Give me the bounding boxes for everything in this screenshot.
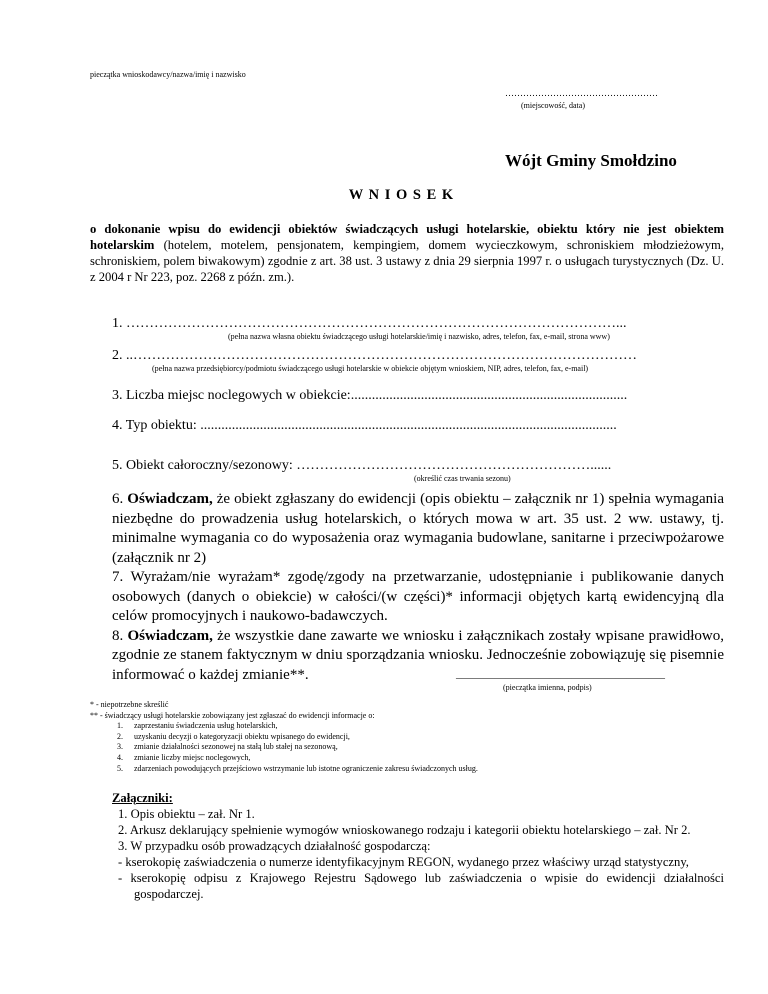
footnote-item: 3. zmianie działalności sezonowej na stałą lub stałej na sezonową, [117, 742, 338, 752]
attachments-heading: Załączniki: [112, 791, 173, 805]
intro-paragraph [90, 221, 724, 285]
footnote-item: 2. uzyskaniu decyzji o kategoryzacji obiektu wpisanego do ewidencji, [117, 731, 350, 741]
statement-7: 7. Wyrażam/nie wyrażam* zgodę/zgody na przetwarzanie, udostępnianie i publikowanie danych osobowych (danych o obiekcie) w całości/(w części)* informacji objętych kartą ewidencyjną dla celów promocyjnych i naukowo-badawczych. [112, 569, 724, 624]
intro-bold: o dokonanie wpisu do ewidencji obiektów świadczących usługi hotelarskie, obiektu który nie jest obiektem hotelarskim [90, 222, 724, 252]
attachment-regon: - kserokopię zaświadczenia o numerze identyfikacyjnym REGON, wydanego przez właściwy urząd statystyczny, [118, 855, 689, 869]
intro-rest: (hotelem, motelem, pensjonatem, kempingiem, domem wycieczkowym, schroniskiem młodzieżowym, schroniskiem, polem biwakowym) zgodnie z art. 38 ust. 3 ustawy z dnia 29 sierpnia 1997 r. o usługach turystycznych (Dz. U. z 2004 r Nr 223, poz. 2268 z późn. zm.). [90, 238, 724, 284]
field-object-name-hint: (pełna nazwa własna obiektu świadczącego usługi hotelarskie/imię i nazwisko, adres, telefon, fax, e-mail, strona www) [228, 332, 610, 341]
signature-label: (pieczątka imienna, podpis) [503, 683, 592, 692]
footnote-item: 5. zdarzeniach powodujących przejściowo wstrzymanie lub istotne ograniczenie zakresu świadczonych usług. [117, 763, 478, 773]
signature-line: ______________________________________ [456, 668, 665, 680]
field-entrepreneur[interactable]: 2. ..……………………………………………………………………………………………… [112, 348, 637, 363]
statement-8: 8. Oświadczam, że wszystkie dane zawarte we wniosku i załącznikach zostały wpisane prawidłowo, zgodnie ze stanem faktycznym w dniu sporządzania wniosku. Jednocześnie zobowiązuję się pisemnie informować o każdej zmianie**. [112, 627, 724, 683]
field-object-name[interactable]: 1. ……………………………………………………………………………………………... [112, 316, 627, 331]
attachment-3: 3. W przypadku osób prowadzących działalność gospodarczą: [118, 839, 431, 853]
attachment-krs: - kserokopię odpisu z Krajowego Rejestru Sądowego lub zaświadczenia o wpisie do ewidencji działalności gospodarczej. [118, 871, 724, 901]
field-entrepreneur-hint: (pełna nazwa przedsiębiorcy/podmiotu świadczącego usługi hotelarskie w obiekcie objętym wnioskiem, NIP, adres, telefon, fax, e-mail) [152, 364, 589, 373]
statement-6: 6. Oświadczam, że obiekt zgłaszany do ewidencji (opis obiektu – załącznik nr 1) spełnia wymagania niezbędne do prowadzenia usług hotelarskich, o których mowa w art. 35 ust. 2 ww. ustawy, tj. minimalne wymagania co do wyposażenia oraz wymagania budowlane, sanitarne i przeciwpożarowe (załącznik nr 2) [112, 491, 724, 566]
attachment-1: 1. Opis obiektu – zał. Nr 1. [118, 807, 255, 821]
footnotes [90, 700, 478, 774]
page-title: W N I O S E K [348, 187, 455, 203]
field-beds-count[interactable]: 3. Liczba miejsc noclegowych w obiekcie:............................................................................... [112, 388, 628, 403]
footnote-list [90, 721, 478, 774]
footnote-star1: * - niepotrzebne skreślić [90, 700, 169, 709]
footnote-item: 1. zaprzestaniu świadczenia usług hotelarskich, [117, 721, 278, 731]
footnote-item: 4. zmianie liczby miejsc noclegowych, [117, 752, 251, 762]
stamp-label: pieczątka wnioskodawcy/nazwa/imię i nazwisko [90, 70, 246, 79]
attachments [112, 790, 724, 902]
field-object-type[interactable]: 4. Typ obiektu: ....................................................................................................................... [112, 418, 617, 433]
addressee: Wójt Gminy Smołdzino [505, 151, 677, 170]
footnote-star2: ** - świadczący usługi hotelarskie zobowiązany jest zgłaszać do ewidencji informacje o: [90, 710, 375, 720]
field-season-hint: (określić czas trwania sezonu) [414, 474, 511, 483]
statements-block [112, 490, 724, 685]
place-date-dots: …………………………………………… [505, 88, 658, 98]
place-date-label: (miejscowość, data) [521, 101, 585, 110]
attachment-2: 2. Arkusz deklarujący spełnienie wymogów wnioskowanego rodzaju i kategorii obiektu hotelarskiego – zał. Nr 2. [118, 823, 691, 837]
field-season[interactable]: 5. Obiekt całoroczny/sezonowy: ………………………………………………………...... [112, 458, 612, 473]
